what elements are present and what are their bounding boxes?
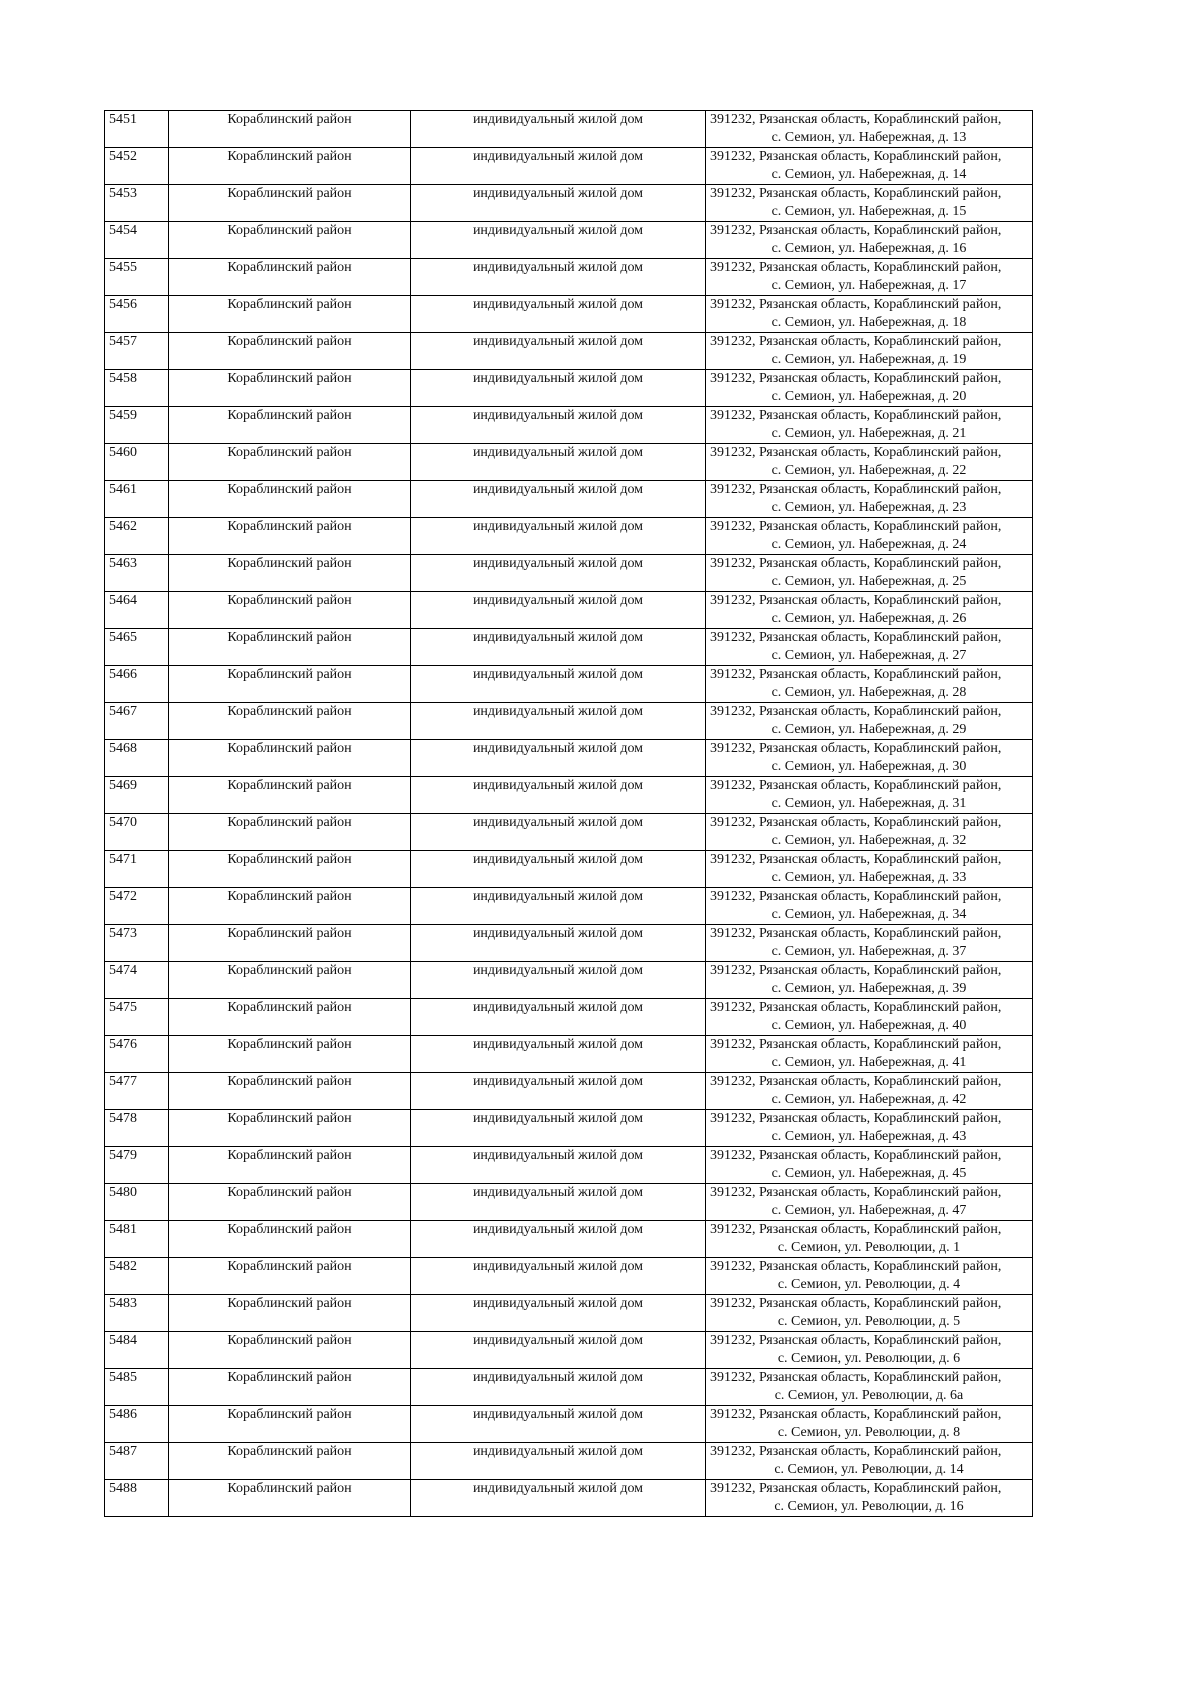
address-line-1: 391232, Рязанская область, Кораблинский район, — [710, 889, 1002, 904]
district-cell: Кораблинский район — [169, 259, 411, 296]
address-line-2: с. Семион, ул. Набережная, д. 24 — [771, 537, 967, 552]
row-number-cell: 5482 — [105, 1258, 169, 1295]
address-line-1: 391232, Рязанская область, Кораблинский район, — [710, 1111, 1002, 1126]
address-cell — [706, 703, 1033, 740]
table-row — [105, 222, 1033, 259]
table-row — [105, 111, 1033, 148]
table-row — [105, 1110, 1033, 1147]
address-line-1: 391232, Рязанская область, Кораблинский район, — [710, 593, 1002, 608]
district-cell: Кораблинский район — [169, 703, 411, 740]
table-row — [105, 370, 1033, 407]
address-line-1: 391232, Рязанская область, Кораблинский район, — [710, 630, 1002, 645]
address-cell — [706, 296, 1033, 333]
building-type-cell: индивидуальный жилой дом — [411, 1332, 706, 1369]
address-line-1: 391232, Рязанская область, Кораблинский район, — [710, 1259, 1002, 1274]
row-number-cell: 5456 — [105, 296, 169, 333]
address-line-1: 391232, Рязанская область, Кораблинский район, — [710, 1074, 1002, 1089]
building-type-cell: индивидуальный жилой дом — [411, 1147, 706, 1184]
building-type-cell: индивидуальный жилой дом — [411, 925, 706, 962]
table-row — [105, 777, 1033, 814]
building-type-cell: индивидуальный жилой дом — [411, 1036, 706, 1073]
building-type-cell: индивидуальный жилой дом — [411, 851, 706, 888]
building-type-cell: индивидуальный жилой дом — [411, 1110, 706, 1147]
address-line-1: 391232, Рязанская область, Кораблинский район, — [710, 186, 1002, 201]
row-number-cell: 5468 — [105, 740, 169, 777]
address-line-2: с. Семион, ул. Набережная, д. 26 — [771, 611, 967, 626]
address-cell — [706, 1480, 1033, 1517]
table-row — [105, 296, 1033, 333]
address-cell — [706, 888, 1033, 925]
district-cell: Кораблинский район — [169, 962, 411, 999]
table-row — [105, 1221, 1033, 1258]
address-line-2: с. Семион, ул. Набережная, д. 29 — [771, 722, 967, 737]
table-row — [105, 851, 1033, 888]
building-type-cell: индивидуальный жилой дом — [411, 1258, 706, 1295]
address-line-2: с. Семион, ул. Набережная, д. 40 — [771, 1018, 967, 1033]
address-cell — [706, 370, 1033, 407]
row-number-cell: 5472 — [105, 888, 169, 925]
address-cell — [706, 1036, 1033, 1073]
table-row — [105, 1295, 1033, 1332]
district-cell: Кораблинский район — [169, 1295, 411, 1332]
table-row — [105, 629, 1033, 666]
address-line-2: с. Семион, ул. Революции, д. 6 — [777, 1351, 961, 1366]
address-cell — [706, 814, 1033, 851]
building-type-cell: индивидуальный жилой дом — [411, 629, 706, 666]
row-number-cell: 5485 — [105, 1369, 169, 1406]
address-line-1: 391232, Рязанская область, Кораблинский район, — [710, 667, 1002, 682]
building-type-cell: индивидуальный жилой дом — [411, 703, 706, 740]
address-line-1: 391232, Рязанская область, Кораблинский район, — [710, 519, 1002, 534]
address-line-2: с. Семион, ул. Революции, д. 5 — [777, 1314, 961, 1329]
address-line-2: с. Семион, ул. Набережная, д. 42 — [771, 1092, 967, 1107]
address-line-1: 391232, Рязанская область, Кораблинский район, — [710, 112, 1002, 127]
address-line-2: с. Семион, ул. Набережная, д. 37 — [771, 944, 967, 959]
address-cell — [706, 592, 1033, 629]
table-body — [105, 111, 1033, 1517]
table-row — [105, 1480, 1033, 1517]
address-cell — [706, 1073, 1033, 1110]
row-number-cell: 5483 — [105, 1295, 169, 1332]
address-line-2: с. Семион, ул. Набережная, д. 15 — [771, 204, 967, 219]
building-type-cell: индивидуальный жилой дом — [411, 481, 706, 518]
district-cell: Кораблинский район — [169, 555, 411, 592]
row-number-cell: 5462 — [105, 518, 169, 555]
table-row — [105, 444, 1033, 481]
address-line-1: 391232, Рязанская область, Кораблинский район, — [710, 926, 1002, 941]
district-cell: Кораблинский район — [169, 333, 411, 370]
building-type-cell: индивидуальный жилой дом — [411, 1221, 706, 1258]
building-type-cell: индивидуальный жилой дом — [411, 1295, 706, 1332]
table-row — [105, 1258, 1033, 1295]
district-cell: Кораблинский район — [169, 370, 411, 407]
district-cell: Кораблинский район — [169, 777, 411, 814]
address-cell — [706, 629, 1033, 666]
address-line-2: с. Семион, ул. Набережная, д. 34 — [771, 907, 967, 922]
address-cell — [706, 1147, 1033, 1184]
address-cell — [706, 259, 1033, 296]
address-cell — [706, 999, 1033, 1036]
address-cell — [706, 1369, 1033, 1406]
table-row — [105, 481, 1033, 518]
building-type-cell: индивидуальный жилой дом — [411, 185, 706, 222]
address-line-1: 391232, Рязанская область, Кораблинский район, — [710, 1370, 1002, 1385]
district-cell: Кораблинский район — [169, 296, 411, 333]
table-row — [105, 1184, 1033, 1221]
address-cell — [706, 111, 1033, 148]
address-line-1: 391232, Рязанская область, Кораблинский район, — [710, 1037, 1002, 1052]
address-line-1: 391232, Рязанская область, Кораблинский район, — [710, 741, 1002, 756]
address-line-2: с. Семион, ул. Набережная, д. 31 — [771, 796, 967, 811]
row-number-cell: 5465 — [105, 629, 169, 666]
district-cell: Кораблинский район — [169, 1332, 411, 1369]
address-line-2: с. Семион, ул. Революции, д. 4 — [777, 1277, 961, 1292]
table-row — [105, 999, 1033, 1036]
table-row — [105, 925, 1033, 962]
district-cell: Кораблинский район — [169, 1184, 411, 1221]
address-cell — [706, 666, 1033, 703]
table-row — [105, 1073, 1033, 1110]
district-cell: Кораблинский район — [169, 999, 411, 1036]
district-cell: Кораблинский район — [169, 1147, 411, 1184]
address-line-1: 391232, Рязанская область, Кораблинский район, — [710, 408, 1002, 423]
row-number-cell: 5451 — [105, 111, 169, 148]
address-line-1: 391232, Рязанская область, Кораблинский район, — [710, 556, 1002, 571]
building-type-cell: индивидуальный жилой дом — [411, 1443, 706, 1480]
address-cell — [706, 925, 1033, 962]
district-cell: Кораблинский район — [169, 740, 411, 777]
address-line-1: 391232, Рязанская область, Кораблинский район, — [710, 482, 1002, 497]
row-number-cell: 5466 — [105, 666, 169, 703]
district-cell: Кораблинский район — [169, 148, 411, 185]
row-number-cell: 5484 — [105, 1332, 169, 1369]
address-line-2: с. Семион, ул. Набережная, д. 22 — [771, 463, 967, 478]
district-cell: Кораблинский район — [169, 222, 411, 259]
building-type-cell: индивидуальный жилой дом — [411, 814, 706, 851]
address-line-1: 391232, Рязанская область, Кораблинский район, — [710, 815, 1002, 830]
table-row — [105, 1406, 1033, 1443]
row-number-cell: 5479 — [105, 1147, 169, 1184]
table-row — [105, 407, 1033, 444]
building-type-cell: индивидуальный жилой дом — [411, 518, 706, 555]
address-cell — [706, 962, 1033, 999]
address-line-2: с. Семион, ул. Набережная, д. 17 — [771, 278, 967, 293]
district-cell: Кораблинский район — [169, 1073, 411, 1110]
address-line-1: 391232, Рязанская область, Кораблинский район, — [710, 1333, 1002, 1348]
table-row — [105, 1147, 1033, 1184]
table-row — [105, 1443, 1033, 1480]
address-cell — [706, 333, 1033, 370]
building-type-cell: индивидуальный жилой дом — [411, 370, 706, 407]
address-line-1: 391232, Рязанская область, Кораблинский район, — [710, 1148, 1002, 1163]
table-row — [105, 1036, 1033, 1073]
row-number-cell: 5476 — [105, 1036, 169, 1073]
building-type-cell: индивидуальный жилой дом — [411, 296, 706, 333]
address-line-1: 391232, Рязанская область, Кораблинский район, — [710, 704, 1002, 719]
building-type-cell: индивидуальный жилой дом — [411, 592, 706, 629]
address-line-2: с. Семион, ул. Набережная, д. 13 — [771, 130, 967, 145]
table-row — [105, 703, 1033, 740]
address-cell — [706, 185, 1033, 222]
table-row — [105, 888, 1033, 925]
district-cell: Кораблинский район — [169, 1036, 411, 1073]
district-cell: Кораблинский район — [169, 629, 411, 666]
building-type-cell: индивидуальный жилой дом — [411, 1369, 706, 1406]
address-line-2: с. Семион, ул. Набережная, д. 25 — [771, 574, 967, 589]
address-line-2: с. Семион, ул. Набережная, д. 45 — [771, 1166, 967, 1181]
address-line-2: с. Семион, ул. Революции, д. 1 — [777, 1240, 961, 1255]
address-line-1: 391232, Рязанская область, Кораблинский район, — [710, 1185, 1002, 1200]
row-number-cell: 5464 — [105, 592, 169, 629]
building-type-cell: индивидуальный жилой дом — [411, 555, 706, 592]
district-cell: Кораблинский район — [169, 1110, 411, 1147]
row-number-cell: 5471 — [105, 851, 169, 888]
row-number-cell: 5478 — [105, 1110, 169, 1147]
row-number-cell: 5475 — [105, 999, 169, 1036]
row-number-cell: 5488 — [105, 1480, 169, 1517]
district-cell: Кораблинский район — [169, 814, 411, 851]
district-cell: Кораблинский район — [169, 1369, 411, 1406]
row-number-cell: 5457 — [105, 333, 169, 370]
building-type-cell: индивидуальный жилой дом — [411, 962, 706, 999]
building-type-cell: индивидуальный жилой дом — [411, 333, 706, 370]
address-line-2: с. Семион, ул. Набережная, д. 43 — [771, 1129, 967, 1144]
district-cell: Кораблинский район — [169, 1406, 411, 1443]
row-number-cell: 5473 — [105, 925, 169, 962]
address-line-2: с. Семион, ул. Набережная, д. 33 — [771, 870, 967, 885]
address-cell — [706, 1184, 1033, 1221]
address-line-2: с. Семион, ул. Набережная, д. 16 — [771, 241, 967, 256]
district-cell: Кораблинский район — [169, 518, 411, 555]
district-cell: Кораблинский район — [169, 111, 411, 148]
table-row — [105, 814, 1033, 851]
address-cell — [706, 481, 1033, 518]
address-cell — [706, 518, 1033, 555]
address-cell — [706, 777, 1033, 814]
address-line-1: 391232, Рязанская область, Кораблинский район, — [710, 1407, 1002, 1422]
row-number-cell: 5487 — [105, 1443, 169, 1480]
table-row — [105, 740, 1033, 777]
address-line-1: 391232, Рязанская область, Кораблинский район, — [710, 1000, 1002, 1015]
building-type-cell: индивидуальный жилой дом — [411, 444, 706, 481]
table-row — [105, 1332, 1033, 1369]
address-line-2: с. Семион, ул. Набережная, д. 23 — [771, 500, 967, 515]
district-cell: Кораблинский район — [169, 1258, 411, 1295]
row-number-cell: 5461 — [105, 481, 169, 518]
address-line-1: 391232, Рязанская область, Кораблинский район, — [710, 1296, 1002, 1311]
address-cell — [706, 1443, 1033, 1480]
building-type-cell: индивидуальный жилой дом — [411, 148, 706, 185]
address-line-2: с. Семион, ул. Набережная, д. 21 — [771, 426, 967, 441]
building-type-cell: индивидуальный жилой дом — [411, 666, 706, 703]
address-cell — [706, 1221, 1033, 1258]
building-type-cell: индивидуальный жилой дом — [411, 740, 706, 777]
table-row — [105, 185, 1033, 222]
address-cell — [706, 148, 1033, 185]
row-number-cell: 5463 — [105, 555, 169, 592]
district-cell: Кораблинский район — [169, 1221, 411, 1258]
row-number-cell: 5460 — [105, 444, 169, 481]
row-number-cell: 5474 — [105, 962, 169, 999]
building-type-cell: индивидуальный жилой дом — [411, 1184, 706, 1221]
address-cell — [706, 1258, 1033, 1295]
building-type-cell: индивидуальный жилой дом — [411, 407, 706, 444]
table-row — [105, 555, 1033, 592]
table-row — [105, 1369, 1033, 1406]
district-cell: Кораблинский район — [169, 481, 411, 518]
address-cell — [706, 1110, 1033, 1147]
address-line-2: с. Семион, ул. Революции, д. 8 — [777, 1425, 961, 1440]
district-cell: Кораблинский район — [169, 851, 411, 888]
row-number-cell: 5458 — [105, 370, 169, 407]
address-cell — [706, 851, 1033, 888]
address-line-2: с. Семион, ул. Набережная, д. 41 — [771, 1055, 967, 1070]
address-line-1: 391232, Рязанская область, Кораблинский район, — [710, 371, 1002, 386]
address-line-1: 391232, Рязанская область, Кораблинский район, — [710, 778, 1002, 793]
table-row — [105, 259, 1033, 296]
district-cell: Кораблинский район — [169, 1480, 411, 1517]
row-number-cell: 5455 — [105, 259, 169, 296]
address-line-2: с. Семион, ул. Набережная, д. 28 — [771, 685, 967, 700]
row-number-cell: 5486 — [105, 1406, 169, 1443]
row-number-cell: 5452 — [105, 148, 169, 185]
district-cell: Кораблинский район — [169, 407, 411, 444]
building-type-cell: индивидуальный жилой дом — [411, 1073, 706, 1110]
address-line-1: 391232, Рязанская область, Кораблинский район, — [710, 1481, 1002, 1496]
row-number-cell: 5459 — [105, 407, 169, 444]
address-line-2: с. Семион, ул. Революции, д. 16 — [774, 1499, 964, 1514]
building-type-cell: индивидуальный жилой дом — [411, 999, 706, 1036]
address-cell — [706, 1406, 1033, 1443]
address-cell — [706, 740, 1033, 777]
address-line-1: 391232, Рязанская область, Кораблинский район, — [710, 963, 1002, 978]
address-line-1: 391232, Рязанская область, Кораблинский район, — [710, 260, 1002, 275]
address-line-1: 391232, Рязанская область, Кораблинский район, — [710, 297, 1002, 312]
address-cell — [706, 222, 1033, 259]
row-number-cell: 5481 — [105, 1221, 169, 1258]
address-cell — [706, 407, 1033, 444]
address-line-2: с. Семион, ул. Набережная, д. 39 — [771, 981, 967, 996]
building-type-cell: индивидуальный жилой дом — [411, 111, 706, 148]
address-cell — [706, 1332, 1033, 1369]
address-line-2: с. Семион, ул. Набережная, д. 32 — [771, 833, 967, 848]
building-type-cell: индивидуальный жилой дом — [411, 777, 706, 814]
address-line-2: с. Семион, ул. Революции, д. 14 — [774, 1462, 964, 1477]
district-cell: Кораблинский район — [169, 185, 411, 222]
housing-registry-table — [104, 110, 1033, 1517]
address-line-2: с. Семион, ул. Набережная, д. 14 — [771, 167, 967, 182]
row-number-cell: 5454 — [105, 222, 169, 259]
district-cell: Кораблинский район — [169, 592, 411, 629]
row-number-cell: 5480 — [105, 1184, 169, 1221]
district-cell: Кораблинский район — [169, 888, 411, 925]
table-row — [105, 518, 1033, 555]
building-type-cell: индивидуальный жилой дом — [411, 259, 706, 296]
table-row — [105, 333, 1033, 370]
row-number-cell: 5477 — [105, 1073, 169, 1110]
address-line-2: с. Семион, ул. Набережная, д. 18 — [771, 315, 967, 330]
row-number-cell: 5469 — [105, 777, 169, 814]
address-line-2: с. Семион, ул. Набережная, д. 19 — [771, 352, 967, 367]
address-cell — [706, 1295, 1033, 1332]
address-line-1: 391232, Рязанская область, Кораблинский район, — [710, 1222, 1002, 1237]
address-line-1: 391232, Рязанская область, Кораблинский район, — [710, 149, 1002, 164]
district-cell: Кораблинский район — [169, 444, 411, 481]
address-line-1: 391232, Рязанская область, Кораблинский район, — [710, 334, 1002, 349]
address-line-2: с. Семион, ул. Набережная, д. 47 — [771, 1203, 967, 1218]
address-line-2: с. Семион, ул. Набережная, д. 20 — [771, 389, 967, 404]
district-cell: Кораблинский район — [169, 925, 411, 962]
row-number-cell: 5453 — [105, 185, 169, 222]
address-cell — [706, 444, 1033, 481]
district-cell: Кораблинский район — [169, 1443, 411, 1480]
table-row — [105, 148, 1033, 185]
building-type-cell: индивидуальный жилой дом — [411, 888, 706, 925]
address-line-2: с. Семион, ул. Набережная, д. 30 — [771, 759, 967, 774]
table-row — [105, 666, 1033, 703]
row-number-cell: 5467 — [105, 703, 169, 740]
address-line-2: с. Семион, ул. Революции, д. 6а — [774, 1388, 964, 1403]
address-line-1: 391232, Рязанская область, Кораблинский район, — [710, 852, 1002, 867]
address-line-2: с. Семион, ул. Набережная, д. 27 — [771, 648, 967, 663]
building-type-cell: индивидуальный жилой дом — [411, 222, 706, 259]
address-line-1: 391232, Рязанская область, Кораблинский район, — [710, 445, 1002, 460]
row-number-cell: 5470 — [105, 814, 169, 851]
address-line-1: 391232, Рязанская область, Кораблинский район, — [710, 1444, 1002, 1459]
address-cell — [706, 555, 1033, 592]
address-line-1: 391232, Рязанская область, Кораблинский район, — [710, 223, 1002, 238]
district-cell: Кораблинский район — [169, 666, 411, 703]
building-type-cell: индивидуальный жилой дом — [411, 1406, 706, 1443]
building-type-cell: индивидуальный жилой дом — [411, 1480, 706, 1517]
table-row — [105, 962, 1033, 999]
table-row — [105, 592, 1033, 629]
